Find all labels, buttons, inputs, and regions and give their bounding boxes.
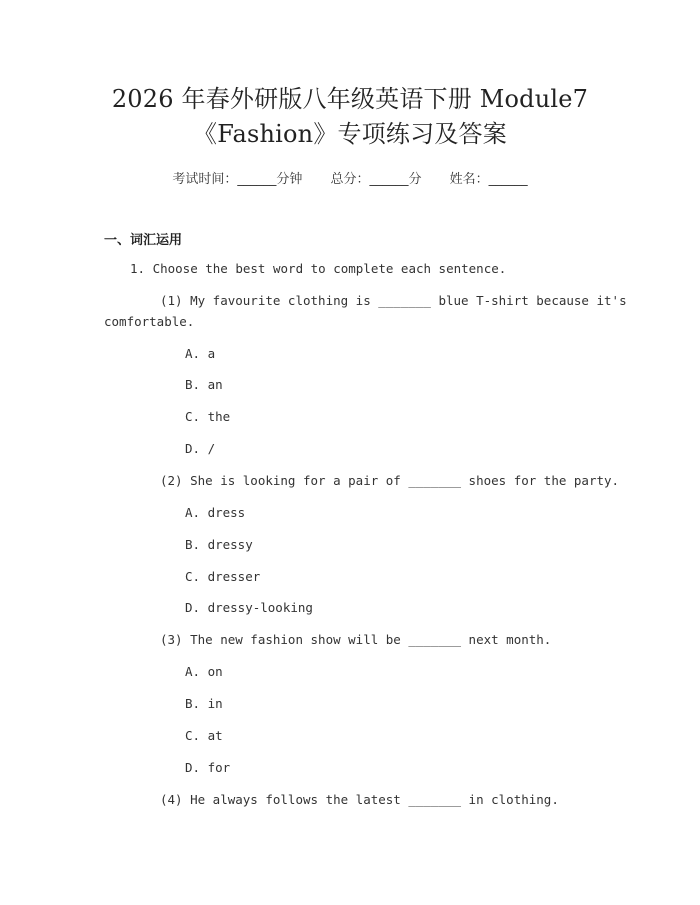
question-2-option-d: D. dressy-looking [185,600,313,615]
question-4-text: (4) He always follows the latest _______ in clothing. [160,792,559,807]
exam-time-field: 考试时间：______分钟 [172,172,303,187]
question-1-text-wrap: comfortable. [104,314,195,329]
question-3-option-a: A. on [185,664,223,679]
document-title-line-2: 《Fashion》专项练习及答案 [193,120,507,148]
question-1-option-a: A. a [185,346,216,361]
exam-meta [0,168,700,187]
question-3-option-b: B. in [185,696,223,711]
question-2-option-a: A. dress [185,505,246,520]
question-1-option-b: B. an [185,377,223,392]
question-3-option-c: C. at [185,728,223,743]
question-2-text: (2) She is looking for a pair of _______ shoes for the party. [160,473,620,488]
total-score-field: 总分：______分 [330,172,422,187]
question-1-text: (1) My favourite clothing is _______ blue T-shirt because it's [160,293,627,308]
question-1-option-c: C. the [185,409,231,424]
instruction: 1. Choose the best word to complete each sentence. [130,261,507,276]
question-3-text: (3) The new fashion show will be _______ next month. [160,632,552,647]
section-heading: 一、词汇运用 [104,233,183,248]
student-name-field: 姓名：______ [449,172,528,187]
document-title-line-1: 2026 年春外研版八年级英语下册 Module7 [111,85,589,113]
question-2-option-b: B. dressy [185,537,253,552]
question-2-option-c: C. dresser [185,569,261,584]
question-3-option-d: D. for [185,760,231,775]
question-1-option-d: D. / [185,441,216,456]
